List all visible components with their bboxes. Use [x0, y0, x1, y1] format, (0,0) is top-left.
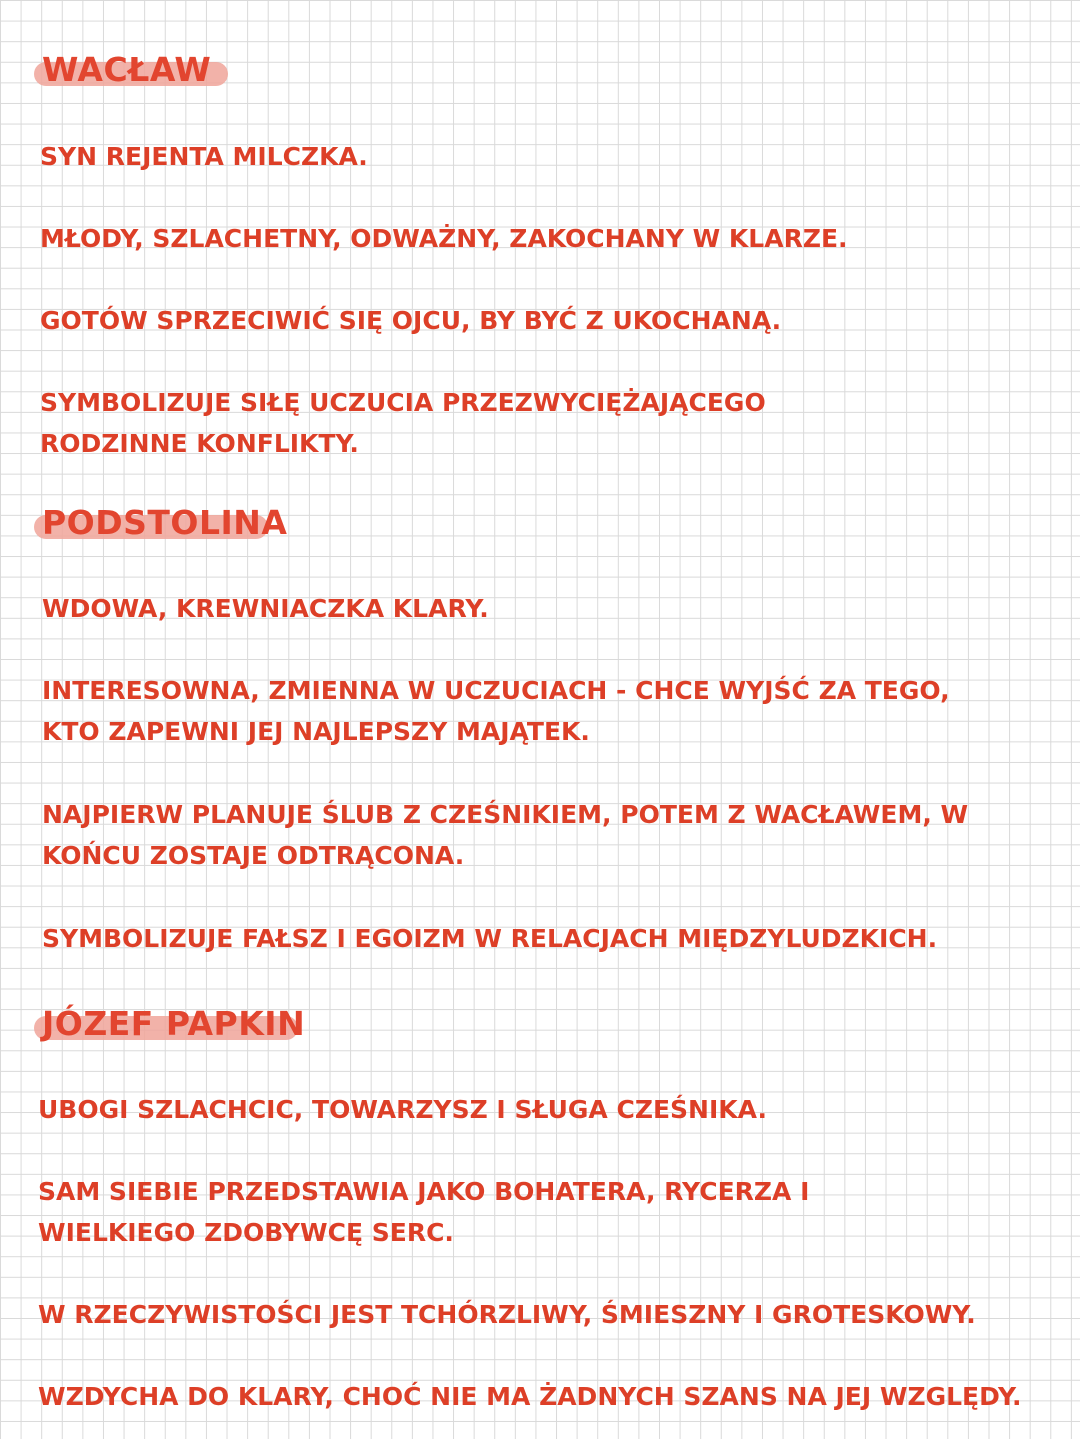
heading-text: JÓZEF PAPKIN — [42, 1004, 306, 1043]
heading-waclaw — [42, 52, 211, 88]
podstolina-item-3: NAJPIERW PLANUJE ŚLUB Z CZEŚNIKIEM, POTEM Z WACŁAWEM, W KOŃCU ZOSTAJE ODTRĄCONA. — [42, 800, 969, 870]
waclaw-item-2: MŁODY, SZLACHETNY, ODWAŻNY, ZAKOCHANY W KLARZE. — [40, 224, 848, 253]
papkin-item-4: WZDYCHA DO KLARY, CHOĆ NIE MA ŻADNYCH SZANS NA JEJ WZGLĘDY. — [38, 1382, 1022, 1411]
podstolina-item-1: WDOWA, KREWNIACZKA KLARY. — [42, 594, 489, 623]
papkin-item-2: SAM SIEBIE PRZEDSTAWIA JAKO BOHATERA, RYCERZA I WIELKIEGO ZDOBYWCĘ SERC. — [38, 1177, 810, 1247]
heading-text: WACŁAW — [42, 50, 212, 89]
heading-text: PODSTOLINA — [42, 503, 288, 542]
heading-jozef-papkin — [42, 1006, 305, 1042]
podstolina-item-2: INTERESOWNA, ZMIENNA W UCZUCIACH - CHCE WYJŚĆ ZA TEGO, KTO ZAPEWNI JEJ NAJLEPSZY MAJĄTEK. — [42, 676, 950, 746]
waclaw-item-1: SYN REJENTA MILCZKA. — [40, 142, 368, 171]
heading-podstolina — [42, 505, 287, 541]
waclaw-item-3: GOTÓW SPRZECIWIĆ SIĘ OJCU, BY BYĆ Z UKOCHANĄ. — [40, 306, 782, 335]
podstolina-item-4: SYMBOLIZUJE FAŁSZ I EGOIZM W RELACJACH MIĘDZYLUDZKICH. — [42, 924, 938, 953]
papkin-item-3: W RZECZYWISTOŚCI JEST TCHÓRZLIWY, ŚMIESZNY I GROTESKOWY. — [38, 1300, 976, 1329]
waclaw-item-4: SYMBOLIZUJE SIŁĘ UCZUCIA PRZEZWYCIĘŻAJĄCEGO RODZINNE KONFLIKTY. — [40, 388, 766, 458]
papkin-item-1: UBOGI SZLACHCIC, TOWARZYSZ I SŁUGA CZEŚNIKA. — [38, 1095, 767, 1124]
